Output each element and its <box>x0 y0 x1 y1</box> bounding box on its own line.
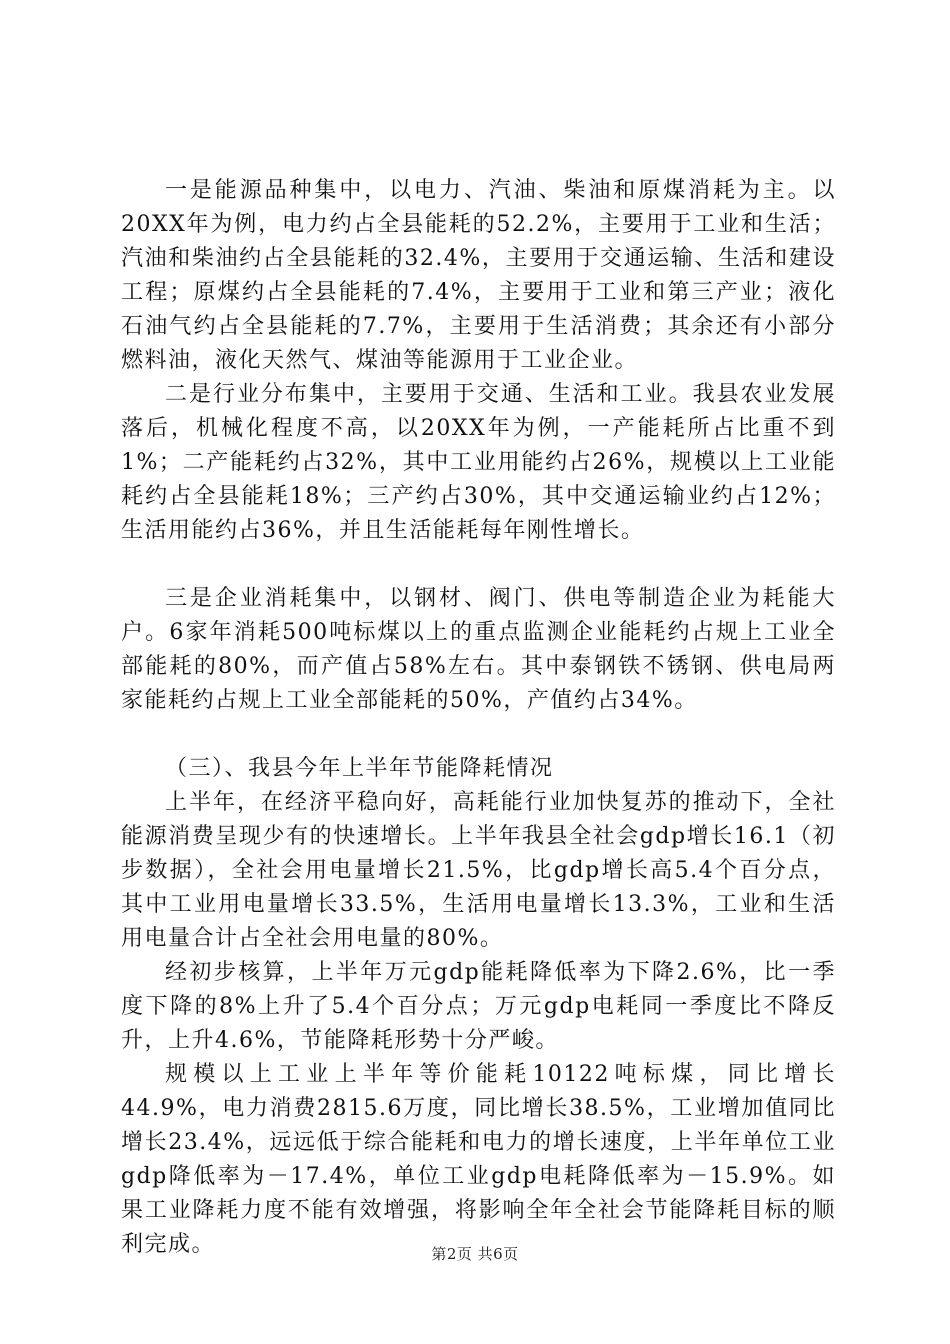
section-heading: （三）、我县今年上半年节能降耗情况 <box>165 756 554 781</box>
paragraph-preliminary-accounting: 经初步核算，上半年万元gdp能耗降低率为下降2.6%，比一季度下降的8%上升了5.4个百分点；万元gdp电耗同一季度比不降反升，上升4.6%，节能降耗形势十分严峻。 <box>121 960 836 1053</box>
paragraph-first-half-overview: 上半年，在经济平稳向好，高耗能行业加快复苏的推动下，全社能源消费呈现少有的快速增长。上半年我县全社会gdp增长16.1（初步数据），全社会用电量增长21.5%，比gdp增长高5.4个百分点，其中工业用电量增长33.5%，生活用电量增长13.3%，工业和生活用电量合计占全社会用电量的80%。 <box>121 790 836 951</box>
paragraph-enterprise-consumption: 三是企业消耗集中，以钢材、阀门、供电等制造企业为耗能大户。6家年消耗500吨标煤以上的重点监测企业能耗约占规上工业全部能耗的80%，而产值占58%左右。其中泰钢铁不锈钢、供电局两家能耗约占规上工业全部能耗的50%，产值约占34%。 <box>121 586 836 713</box>
page-number-footer: 第2页 共6页 <box>431 1245 519 1263</box>
paragraph-spacer <box>121 548 836 582</box>
paragraph-industry-distribution: 二是行业分布集中，主要用于交通、生活和工业。我县农业发展落后，机械化程度不高，以20XX年为例，一产能耗所占比重不到1%；二产能耗约占32%，其中工业用能约占26%，规模以上工业能耗约占全县能耗18%；三产约占30%，其中交通运输业约占12%；生活用能约占36%，并且生活能耗每年刚性增长。 <box>121 382 836 543</box>
document-body <box>121 174 836 1262</box>
paragraph-spacer <box>121 718 836 752</box>
paragraph-energy-types: 一是能源品种集中，以电力、汽油、柴油和原煤消耗为主。以20XX年为例，电力约占全县能耗的52.2%，主要用于工业和生活；汽油和柴油约占全县能耗的32.4%，主要用于交通运输、生活和建设工程；原煤约占全县能耗的7.4%，主要用于工业和第三产业；液化石油气约占全县能耗的7.7%，主要用于生活消费；其余还有小部分燃料油，液化天然气、煤油等能源用于工业企业。 <box>121 178 836 373</box>
paragraph-industrial-energy: 规模以上工业上半年等价能耗10122吨标煤，同比增长44.9%，电力消费2815.6万度，同比增长38.5%，工业增加值同比增长23.4%，远远低于综合能耗和电力的增长速度，上半年单位工业gdp降低率为－17.4%，单位工业gdp电耗降低率为－15.9%。如果工业降耗力度不能有效增强，将影响全年全社会节能降耗目标的顺利完成。 <box>121 1062 836 1257</box>
